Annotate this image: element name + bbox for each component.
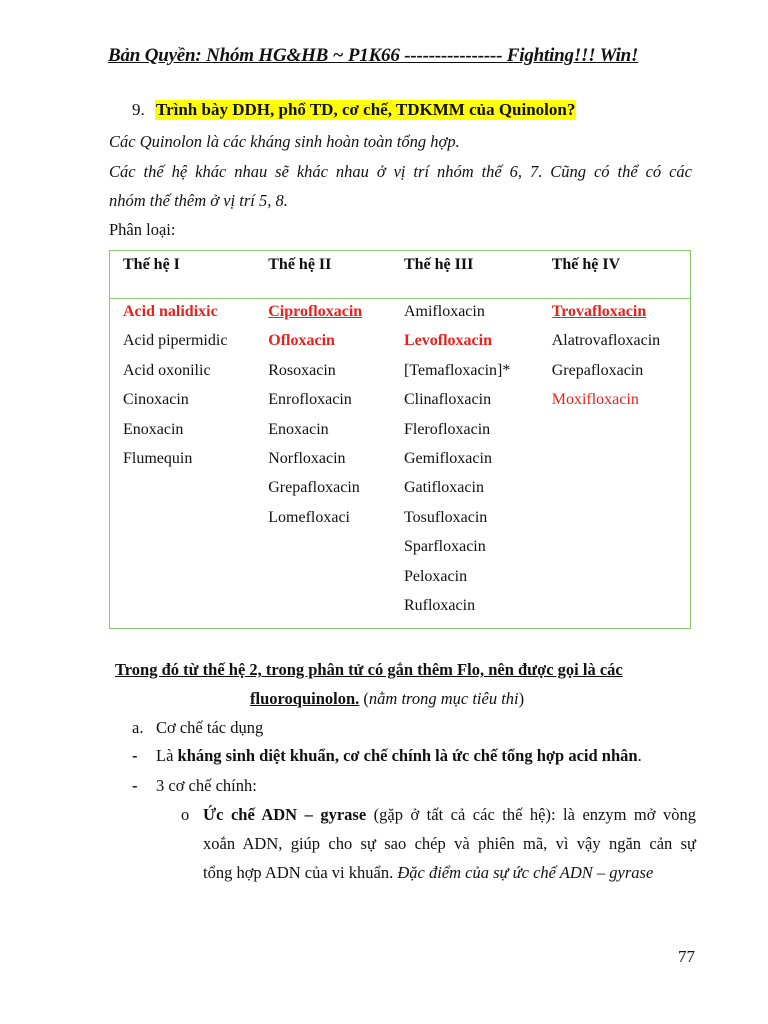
note-term: fluoroquinolon. <box>250 689 360 708</box>
sub-bullet-line-3-italic: Đặc điểm của sự ức chế ADN – gyrase <box>397 863 654 882</box>
bullet-2-marker: - <box>132 776 138 795</box>
drug-item: Grepafloxacin <box>551 361 644 379</box>
drug-item: Enoxacin <box>123 420 184 438</box>
drug-item: Acid nalidixic <box>123 303 218 320</box>
drug-item: Lomefloxaci <box>268 508 350 526</box>
drug-item: Clinafloxacin <box>403 391 492 409</box>
gen-4-column <box>539 299 691 629</box>
intro-line-3: nhóm thế thêm ở vị trí 5, 8. <box>109 191 288 210</box>
header-gen-1: Thế hệ I <box>110 251 256 299</box>
classification-label: Phân loại: <box>109 220 176 239</box>
drug-item: Acid oxonilic <box>123 361 211 379</box>
bullet-1-post: . <box>637 746 642 765</box>
page-number: 77 <box>678 947 695 966</box>
note-paren-close: ) <box>518 689 525 708</box>
sub-bullet-line-3-normal: tổng hợp ADN của vi khuẩn. <box>203 863 398 882</box>
header-gen-2: Thế hệ II <box>255 251 391 299</box>
drug-item: Moxifloxacin <box>551 391 639 409</box>
note-paren-open: ( <box>359 689 369 708</box>
note-line-1: Trong đó từ thế hệ 2, trong phân tử có gắn thêm Flo, nên được gọi là các <box>115 660 623 679</box>
bullet-1-emphasis: kháng sinh diệt khuẩn, cơ chế chính là ức chế tổng hợp acid nhân <box>177 746 638 765</box>
drug-item: Flerofloxacin <box>403 420 491 438</box>
question-title: Trình bày DDH, phổ TD, cơ chế, TDKMM của Quinolon? <box>156 100 576 119</box>
bullet-1-marker: - <box>132 746 138 765</box>
gen-1-column <box>110 299 256 629</box>
section-a-title: Cơ chế tác dụng <box>156 718 264 737</box>
bullet-2: 3 cơ chế chính: <box>156 776 257 795</box>
gen-2-column <box>255 299 391 629</box>
question-number: 9. <box>132 100 145 119</box>
sub-bullet-line-1 <box>203 805 696 825</box>
sub-bullet-line-2: xoắn ADN, giúp cho sự sao chép và phiên mã, vì vậy ngăn cản sự <box>203 834 696 853</box>
header-gen-3: Thế hệ III <box>391 251 539 299</box>
bullet-1 <box>156 746 642 766</box>
drug-item: Cinoxacin <box>123 391 189 409</box>
gen-3-column <box>391 299 539 629</box>
drug-item: Grepafloxacin <box>268 479 360 497</box>
drug-item: Rufloxacin <box>403 596 476 614</box>
drug-item: Ofloxacin <box>268 332 335 350</box>
header-gen-4: Thế hệ IV <box>539 251 691 299</box>
note-line-2 <box>250 689 524 709</box>
drug-item: Gatifloxacin <box>403 479 484 497</box>
generation-table <box>109 250 691 629</box>
bullet-1-pre: Là <box>156 746 178 765</box>
drug-item: Norfloxacin <box>268 449 346 467</box>
drug-item: Rosoxacin <box>268 361 336 379</box>
drug-item: Trovafloxacin <box>551 303 647 320</box>
drug-item: Amifloxacin <box>403 303 485 320</box>
drug-item: Tosufloxacin <box>403 508 488 526</box>
sub-bullet-line-3 <box>203 863 653 883</box>
drug-item: Flumequin <box>123 449 193 467</box>
note-aside: nằm trong mục tiêu thi <box>368 689 519 708</box>
intro-line-1: Các Quinolon là các kháng sinh hoàn toàn tổng hợp. <box>109 132 460 151</box>
intro-line-2: Các thế hệ khác nhau sẽ khác nhau ở vị trí nhóm thế 6, 7. Cũng có thể có các <box>109 162 692 181</box>
sub-bullet-line-1-rest: (gặp ở tất cả các thế hệ): là enzym mở vòng <box>366 805 696 824</box>
sub-bullet-term: Ức chế ADN – gyrase <box>203 805 367 824</box>
drug-item: Acid pipermidic <box>123 332 228 350</box>
drug-item: Alatrovafloxacin <box>551 332 661 350</box>
drug-item: Ciprofloxacin <box>268 303 363 320</box>
section-a-marker: a. <box>132 718 144 737</box>
drug-item: Sparfloxacin <box>403 538 486 556</box>
drug-item: Peloxacin <box>403 567 468 585</box>
page-header: Bản Quyền: Nhóm HG&HB ~ P1K66 ---------------- Fighting!!! Win! <box>108 45 639 66</box>
drug-item: Levofloxacin <box>403 332 492 350</box>
sub-bullet-marker: o <box>181 805 190 824</box>
drug-item: Enoxacin <box>268 420 329 438</box>
drug-item: Enrofloxacin <box>268 391 352 409</box>
drug-item: Gemifloxacin <box>403 449 492 467</box>
drug-item: [Temafloxacin]* <box>403 361 511 379</box>
